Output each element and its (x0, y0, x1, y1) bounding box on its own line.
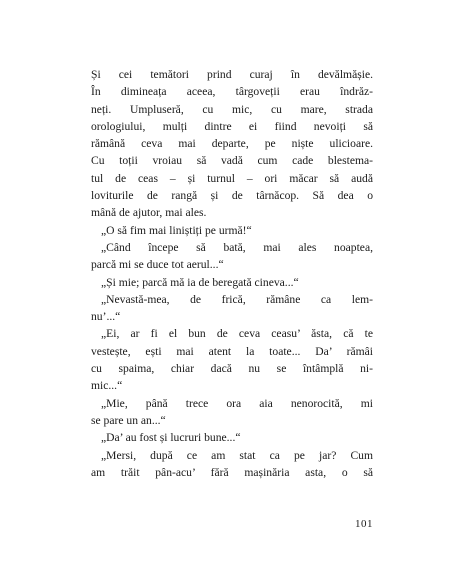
text-line: neți. Umpluseră, cu mic, cu mare, strada (91, 102, 373, 116)
text-line: „Nevastă-mea, de frică, rămâne ca lem- (101, 292, 373, 306)
text-line: vestește, ești mai atent la toate... Da’ rămâi (91, 344, 373, 358)
text-line: Și cei temători prind curaj în devălmășie. (91, 68, 373, 81)
page-number: 101 (355, 518, 373, 530)
text-line: loviturile de rangă și de târnăcop. Să dea o (91, 189, 373, 203)
body-text (91, 66, 373, 481)
text-line: „Ei, ar fi el bun de ceva ceasu’ ăsta, că te (101, 327, 373, 341)
text-line: orologiului, mulți dintre ei fiind nevoiți să (91, 119, 373, 133)
text-line: „Da’ au fost și lucruri bune...“ (101, 431, 241, 445)
text-line: mic...“ (91, 379, 123, 393)
text-line: am trăit pân-acu’ fără mașinăria asta, o să (91, 465, 373, 479)
text-line: mână de ajutor, mai ales. (91, 206, 207, 220)
text-line: rămână ceva mai departe, pe niște ulicioare. (91, 137, 373, 151)
text-line: cu spaima, chiar dacă nu se întâmplă ni- (91, 362, 373, 376)
text-line: „Mersi, după ce am stat ca pe jar? Cum (101, 448, 373, 462)
text-line: Cu toții vroiau să vadă cum cade blestema- (91, 154, 373, 168)
text-line: nu’...“ (91, 310, 121, 324)
text-line: „O să fim mai liniștiți pe urmă!“ (101, 223, 252, 237)
text-line: „Când începe să bată, mai ales noaptea, (101, 240, 373, 254)
text-line: În dimineața aceea, târgoveții erau îndrăz- (91, 85, 373, 99)
text-line: „Mie, până trece ora aia nenorocită, mi (101, 396, 373, 410)
text-line: se pare un an...“ (91, 413, 166, 427)
text-line: tul de ceas – și turnul – ori măcar să audă (91, 171, 373, 185)
text-line: parcă mi se duce tot aerul...“ (91, 258, 224, 272)
text-line: „Și mie; parcă mă ia de beregată cineva...“ (101, 275, 299, 289)
